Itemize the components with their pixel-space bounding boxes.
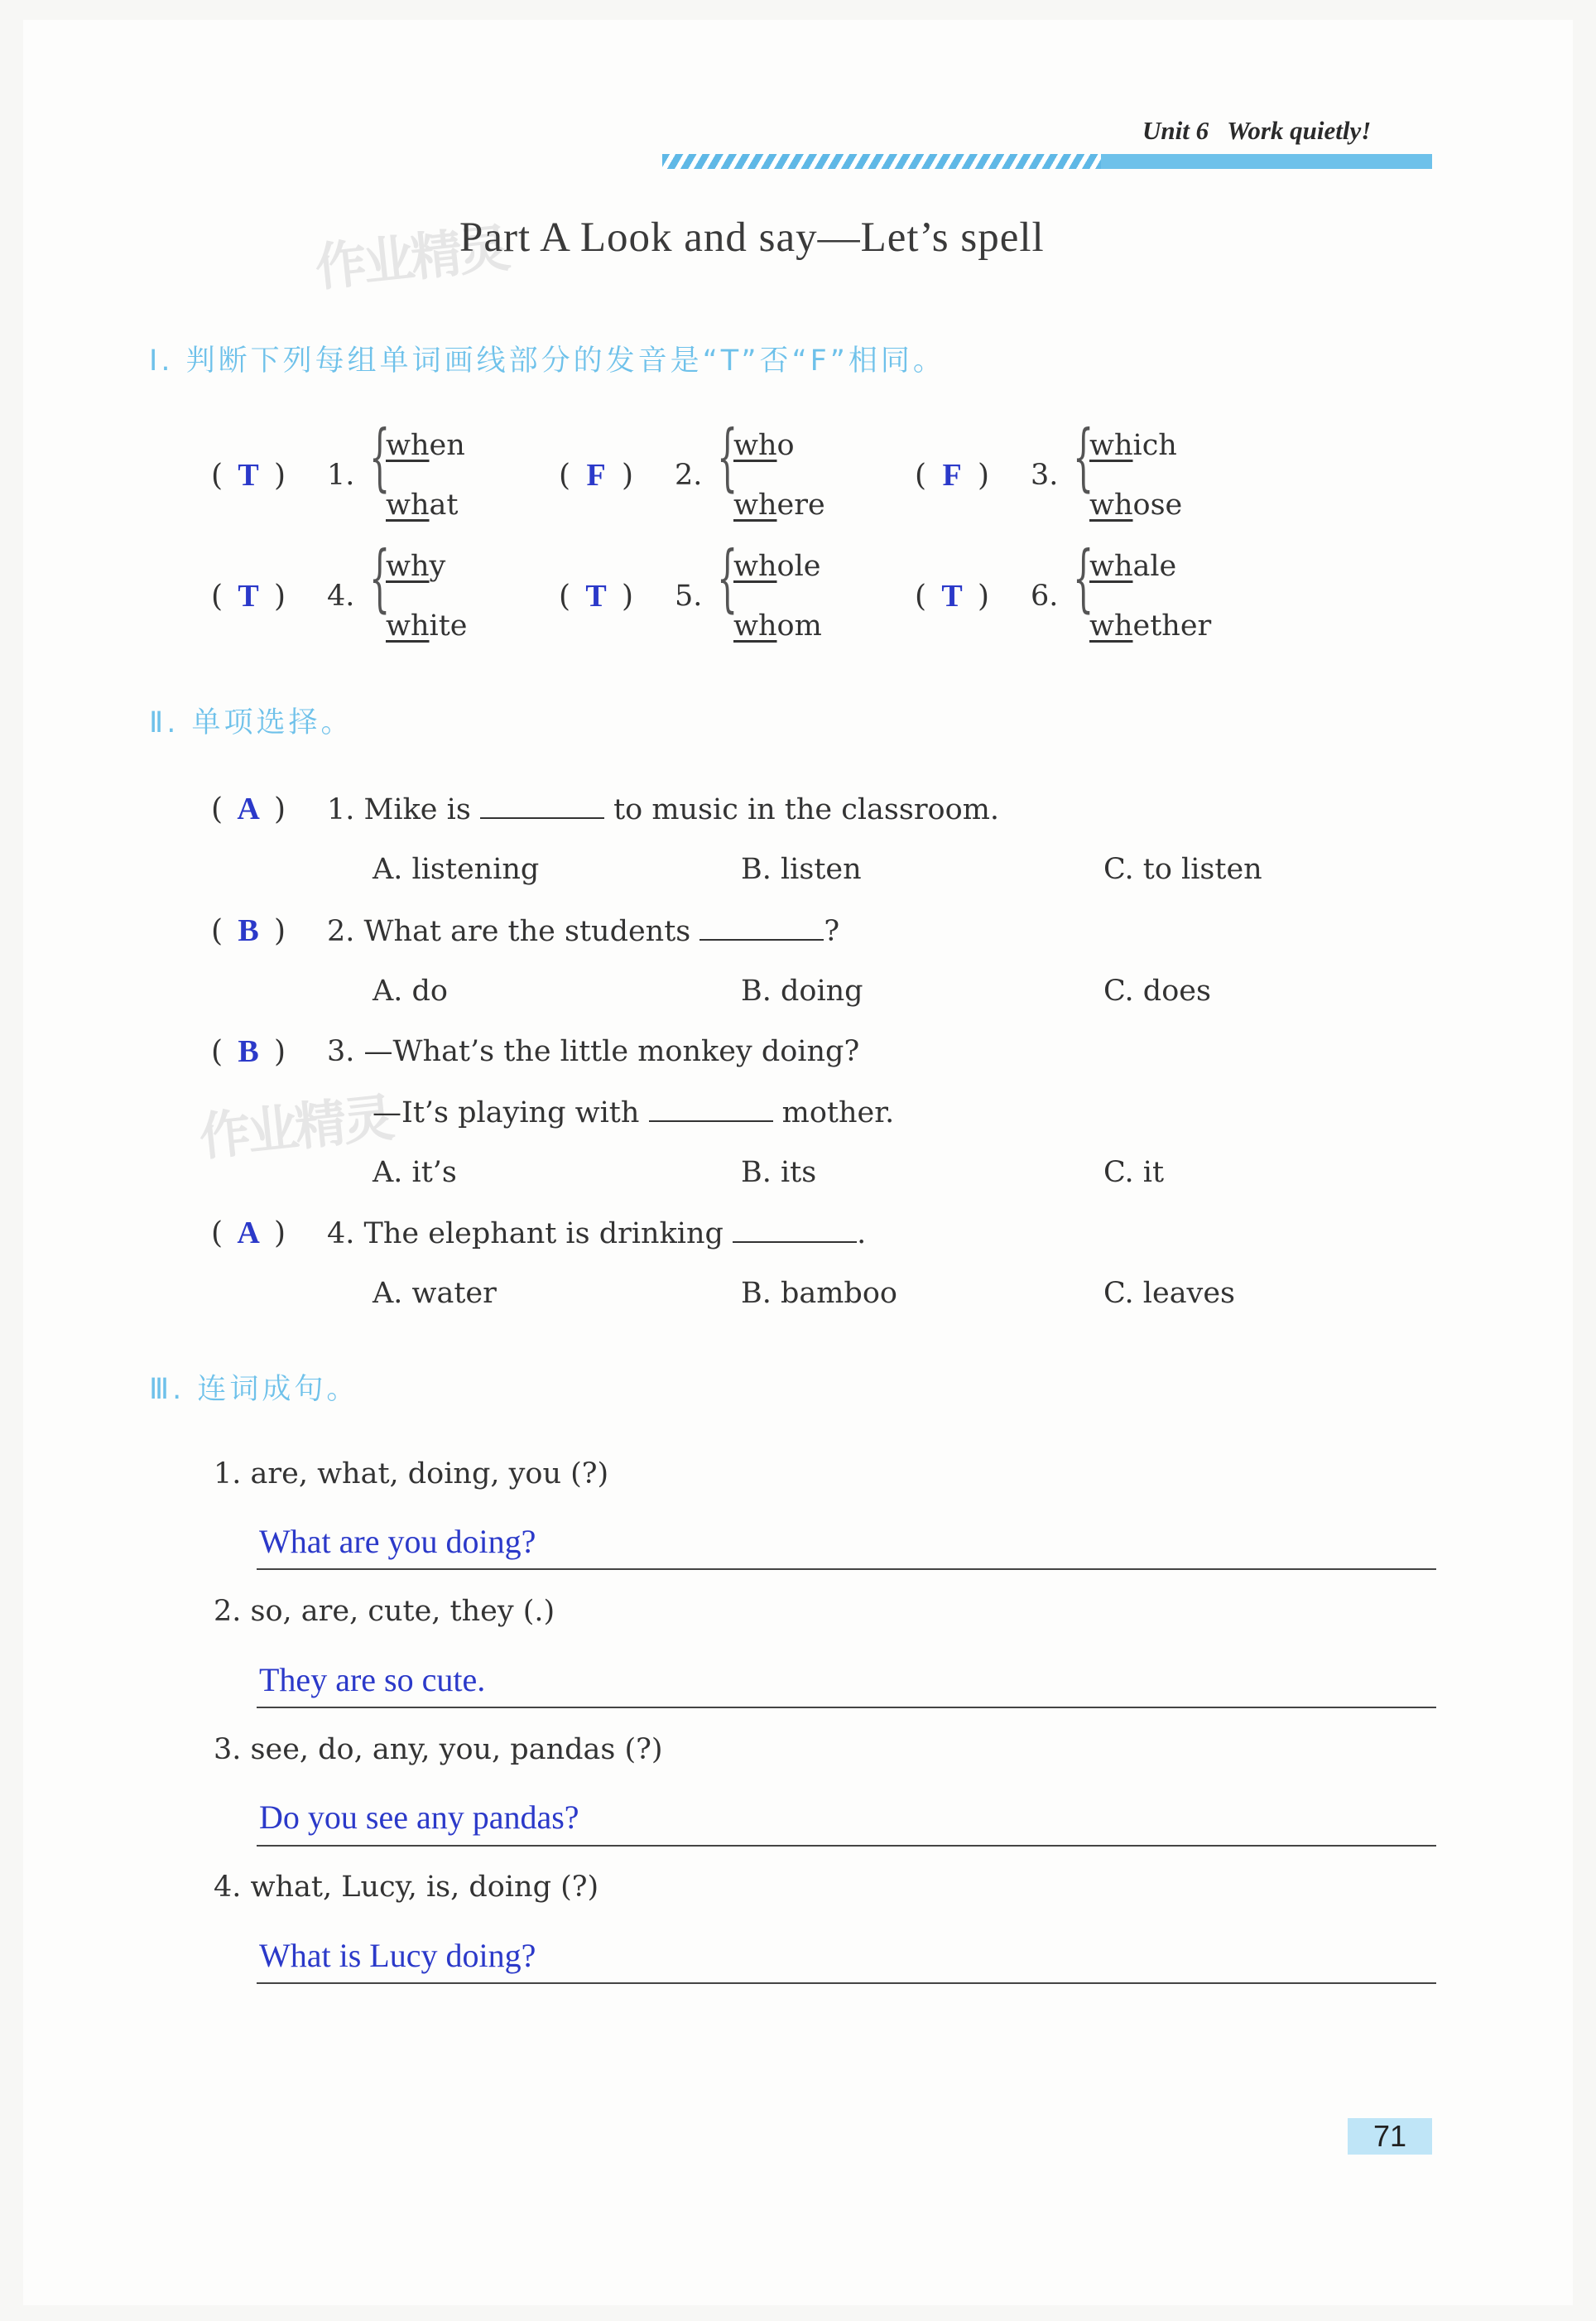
word-prompt: 2. so, are, cute, they (.) xyxy=(214,1595,555,1628)
answer-text[interactable]: Do you see any pandas? xyxy=(259,1799,579,1836)
word-b: whom xyxy=(733,609,822,643)
mc-answer-4[interactable]: A xyxy=(237,1216,260,1250)
answer-1[interactable]: T xyxy=(238,458,259,493)
word-prompt: 4. what, Lucy, is, doing (?) xyxy=(214,1871,599,1904)
option-c[interactable]: C. does xyxy=(1103,975,1211,1008)
answer-blank xyxy=(480,792,604,819)
brace-icon: { xyxy=(369,414,391,499)
mc-answer-1[interactable]: A xyxy=(237,792,260,826)
answer-line xyxy=(257,1982,1436,1984)
section-1-heading: Ⅰ. 判断下列每组单词画线部分的发音是“T”否“F”相同。 xyxy=(149,344,945,378)
page-number: 71 xyxy=(1348,2118,1432,2155)
answer-text[interactable]: They are so cute. xyxy=(259,1661,486,1698)
answer-text[interactable]: What is Lucy doing? xyxy=(259,1937,536,1974)
word-b: whether xyxy=(1089,609,1212,643)
section-2-heading: Ⅱ. 单项选择。 xyxy=(149,706,353,739)
unit-label: Unit 6 xyxy=(1142,116,1209,145)
brace-icon: { xyxy=(717,414,738,499)
watermark: 作业精灵 xyxy=(312,218,510,298)
watermark: 作业精灵 xyxy=(196,1087,394,1168)
brace-icon: { xyxy=(1073,535,1094,620)
answer-blank xyxy=(733,1216,857,1243)
word-b: what xyxy=(386,489,459,522)
answer-text[interactable]: What are you doing? xyxy=(259,1523,536,1560)
word-b: whose xyxy=(1089,489,1183,522)
option-b[interactable]: B. listen xyxy=(741,853,862,886)
header-stripe-solid xyxy=(1101,154,1432,169)
word-a: whale xyxy=(1089,550,1177,583)
section-3-heading: Ⅲ. 连词成句。 xyxy=(149,1373,359,1406)
answer-6[interactable]: T xyxy=(941,579,963,614)
answer-4[interactable]: T xyxy=(238,579,259,614)
answer-5[interactable]: T xyxy=(585,579,607,614)
option-b[interactable]: B. doing xyxy=(741,975,863,1008)
answer-blank xyxy=(699,914,824,941)
answer-line xyxy=(257,1707,1436,1708)
option-b[interactable]: B. its xyxy=(741,1156,817,1189)
word-b: white xyxy=(386,609,468,643)
word-a: whole xyxy=(733,550,821,583)
option-a[interactable]: A. do xyxy=(373,975,449,1008)
option-a[interactable]: A. listening xyxy=(373,853,540,886)
answer-2[interactable]: F xyxy=(586,458,606,493)
word-a: who xyxy=(733,429,795,462)
word-b: where xyxy=(733,489,825,522)
mc-answer-2[interactable]: B xyxy=(238,913,259,948)
option-c[interactable]: C. leaves xyxy=(1103,1277,1236,1310)
option-c[interactable]: C. to listen xyxy=(1103,853,1262,886)
brace-icon: { xyxy=(717,535,738,620)
answer-line xyxy=(257,1845,1436,1847)
word-prompt: 1. are, what, doing, you (?) xyxy=(214,1457,609,1490)
option-b[interactable]: B. bamboo xyxy=(741,1277,897,1310)
word-prompt: 3. see, do, any, you, pandas (?) xyxy=(214,1733,663,1766)
word-a: when xyxy=(386,429,465,462)
word-a: why xyxy=(386,550,446,583)
unit-header xyxy=(1142,116,1371,146)
word-a: which xyxy=(1089,429,1177,462)
answer-line xyxy=(257,1568,1436,1570)
answer-3[interactable]: F xyxy=(942,458,962,493)
unit-title: Work quietly! xyxy=(1227,116,1372,145)
mc-answer-3[interactable]: B xyxy=(238,1034,259,1069)
option-a[interactable]: A. water xyxy=(373,1277,497,1310)
option-c[interactable]: C. it xyxy=(1103,1156,1165,1189)
brace-icon: { xyxy=(369,535,391,620)
brace-icon: { xyxy=(1073,414,1094,499)
page-title: Part A Look and say—Let’s spell xyxy=(459,214,1045,261)
option-a[interactable]: A. it’s xyxy=(373,1156,457,1189)
answer-blank xyxy=(649,1095,773,1122)
